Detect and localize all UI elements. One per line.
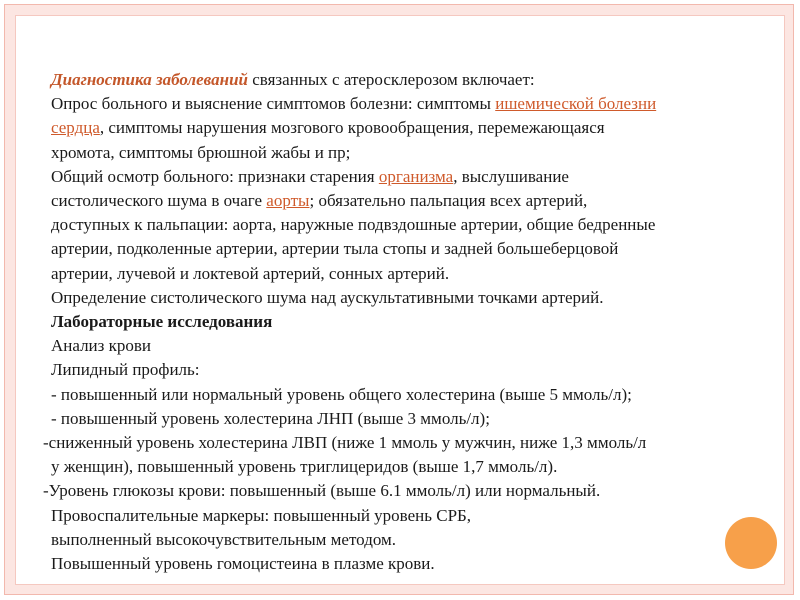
text-segment: систолического шума в очаге <box>51 191 267 211</box>
text-line: хромота, симптомы брюшной жабы и пр; <box>51 142 351 162</box>
text-segment: Общий осмотр больного: признаки старения <box>51 166 379 186</box>
link-ischemic-heart-disease-cont[interactable]: сердца <box>51 118 100 138</box>
text-line: у женщин), повышенный уровень триглицеридов (выше 1,7 ммоль/л). <box>51 457 558 477</box>
text-line: Провоспалительные маркеры: повышенный уровень СРБ, <box>51 505 472 525</box>
text-segment: ; обязательно пальпация всех артерий, <box>309 191 588 211</box>
link-aorta[interactable]: аорты <box>266 191 310 211</box>
text-line: Определение систолического шума над аускультативными точками артерий. <box>51 287 604 307</box>
text-line <box>41 116 776 140</box>
text-segment: связанных с атеросклерозом включает: <box>248 70 535 89</box>
text-line: артерии, подколенные артерии, артерии тыла стопы и задней большеберцовой <box>51 239 619 259</box>
text-segment: , выслушивание <box>453 166 569 186</box>
link-ischemic-heart-disease[interactable]: ишемической болезни <box>495 94 657 114</box>
text-line: доступных к пальпации: аорта, наружные подвздошные артерии, общие бедренные <box>51 215 656 235</box>
link-organism[interactable]: организма <box>378 166 454 186</box>
text-line <box>41 68 776 92</box>
text-line: Липидный профиль: <box>51 360 200 380</box>
text-line: выполненный высокочувствительным методом. <box>51 529 397 549</box>
text-line: -Уровень глюкозы крови: повышенный (выше 6.1 ммоль/л) или нормальный. <box>43 481 601 501</box>
slide-frame <box>4 4 794 595</box>
text-line <box>41 92 776 116</box>
text-line <box>41 165 776 189</box>
lab-tests-heading: Лабораторные исследования <box>51 312 273 332</box>
text-line: - повышенный или нормальный уровень общего холестерина (выше 5 ммоль/л); <box>51 384 632 404</box>
text-line: артерии, лучевой и локтевой артерий, сонных артерий. <box>51 263 450 283</box>
text-line: Повышенный уровень гомоцистеина в плазме крови. <box>51 554 435 574</box>
decorative-circle <box>725 517 777 569</box>
text-line: Анализ крови <box>51 336 151 356</box>
slide-text-body <box>41 68 776 576</box>
diagnosis-heading: Диагностика заболеваний <box>51 70 249 89</box>
text-segment: Опрос больного и выяснение симптомов болезни: симптомы <box>51 94 496 114</box>
text-line: -сниженный уровень холестерина ЛВП (ниже 1 ммоль у мужчин, ниже 1,3 ммоль/л <box>43 433 647 453</box>
text-line <box>41 189 776 213</box>
slide <box>15 15 785 585</box>
text-segment: , симптомы нарушения мозгового кровообращения, перемежающаяся <box>99 118 605 138</box>
text-line: - повышенный уровень холестерина ЛНП (выше 3 ммоль/л); <box>51 408 490 428</box>
